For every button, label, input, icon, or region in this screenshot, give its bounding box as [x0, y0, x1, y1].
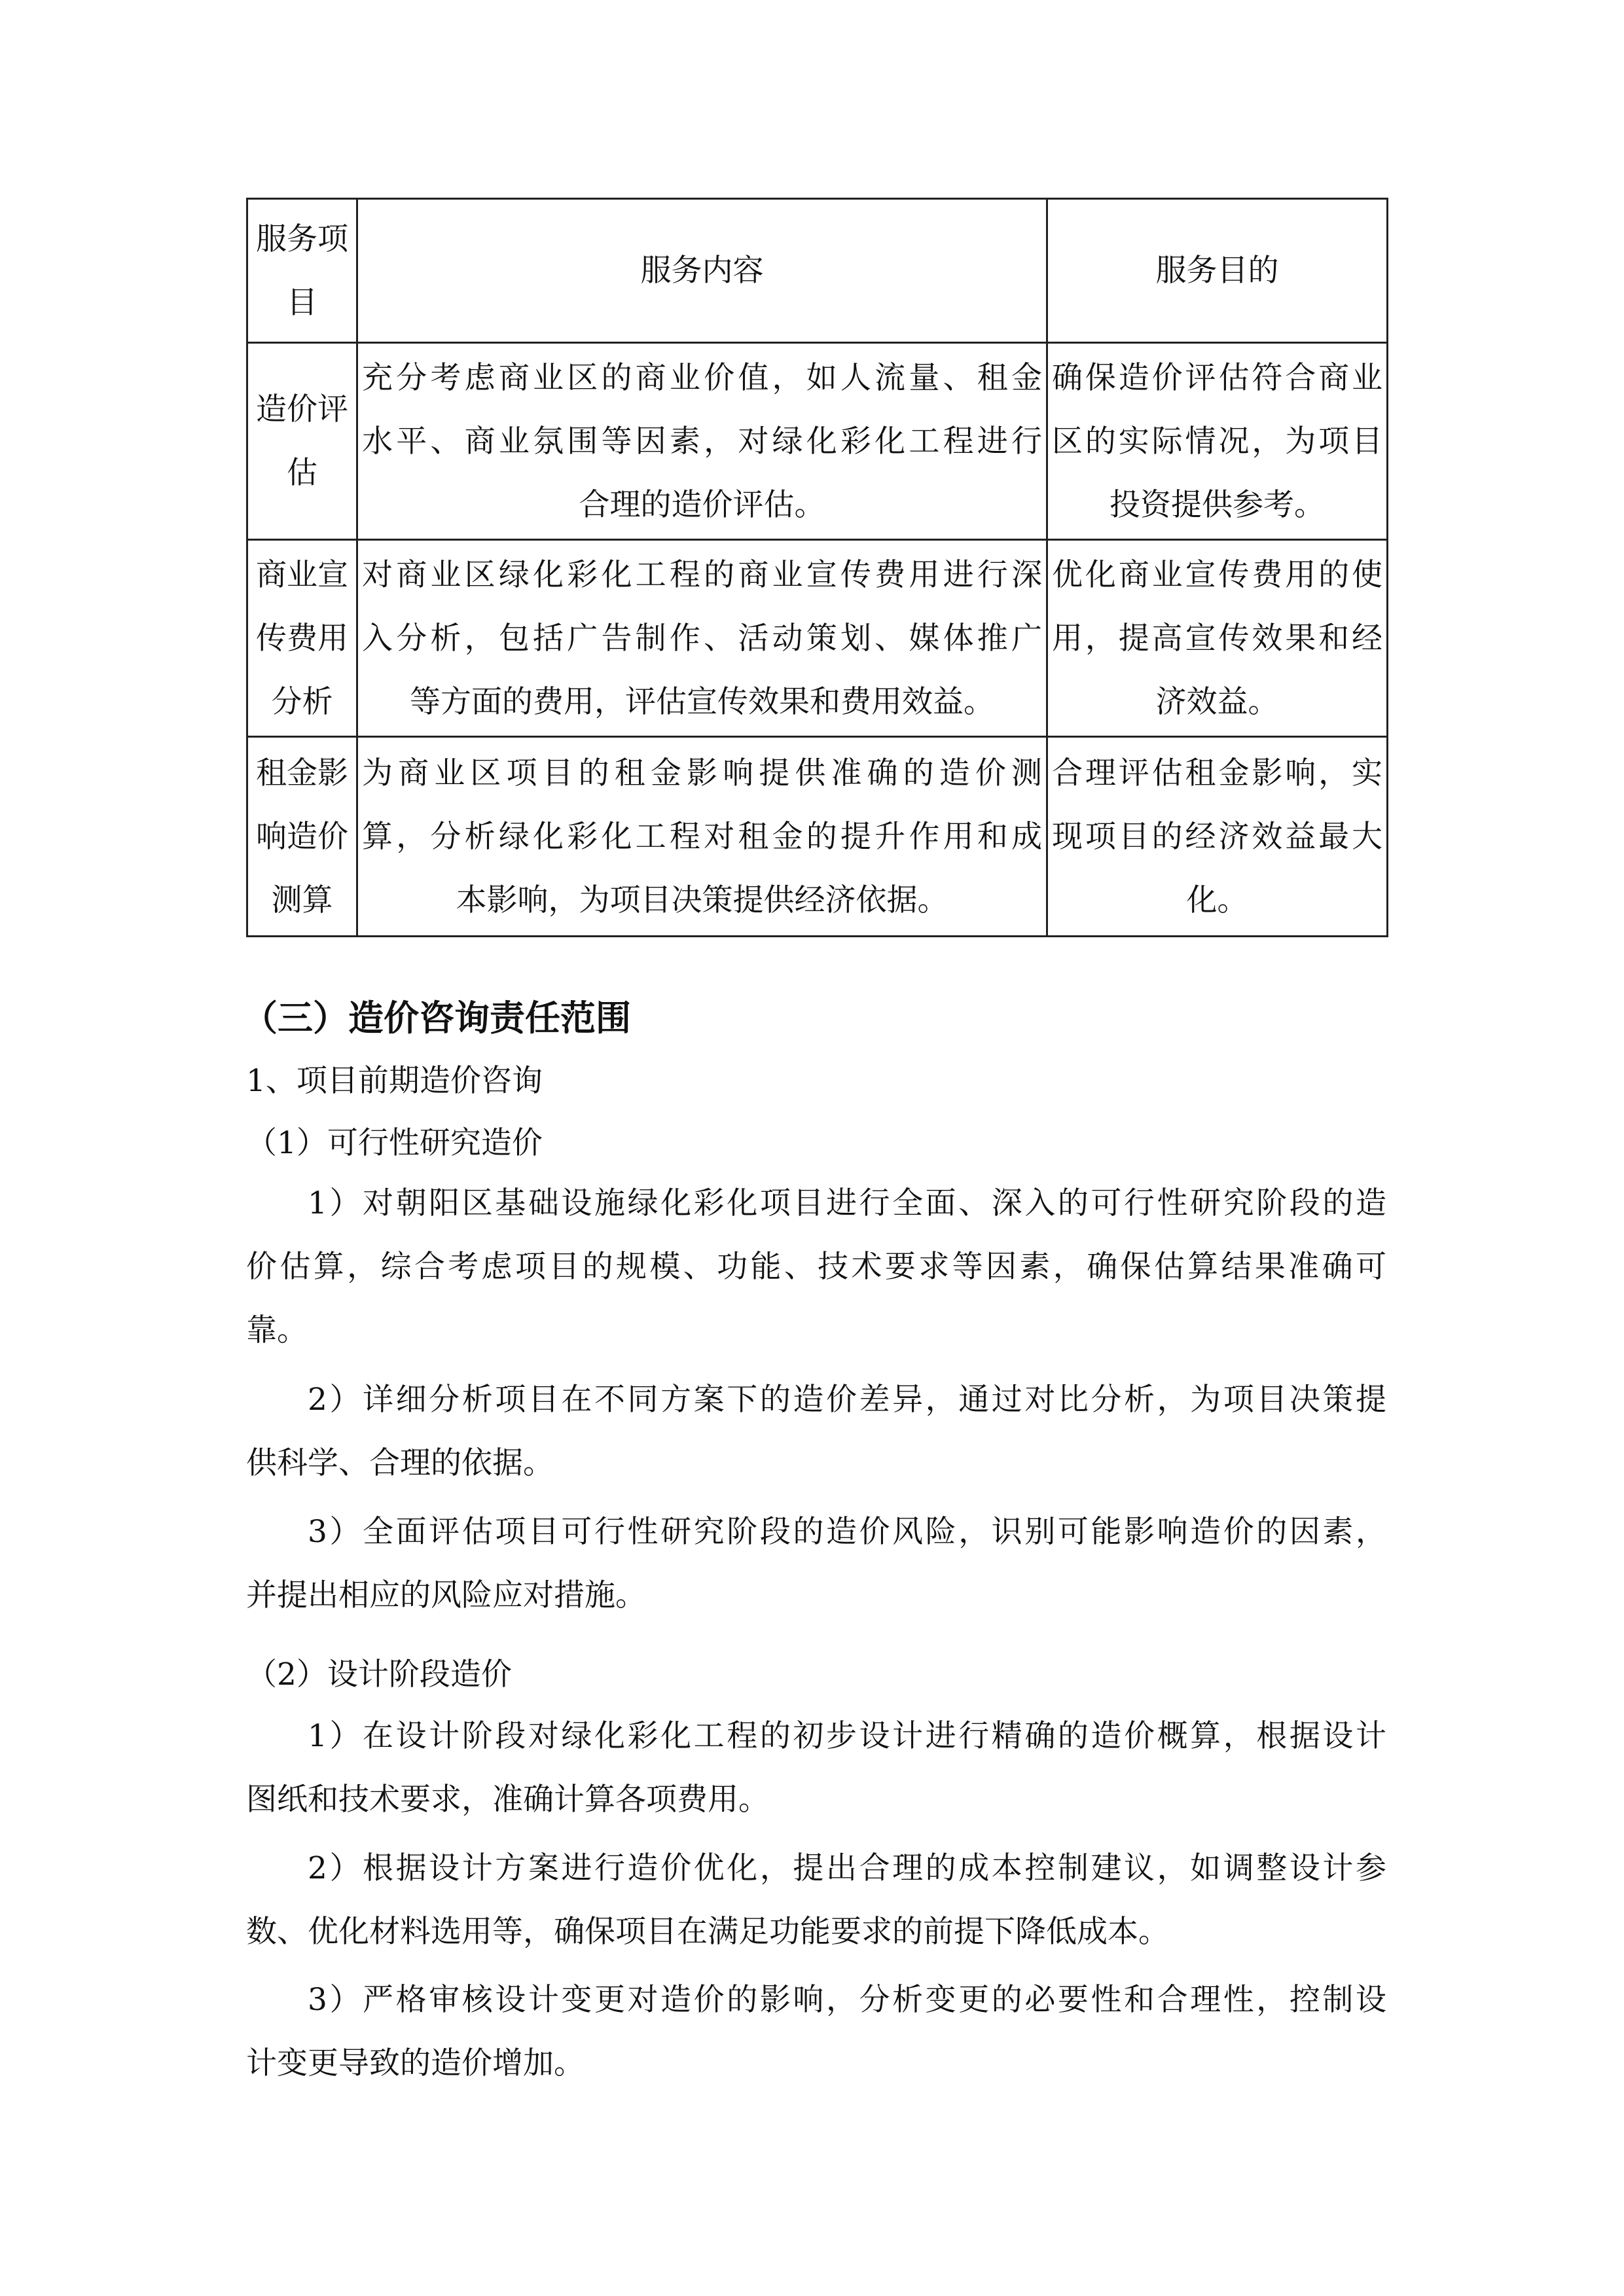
paragraph-2: 2）详细分析项目在不同方案下的造价差异，通过对比分析，为项目决策提 供科学、合理的依据。	[246, 1382, 1386, 1481]
header-cell-purpose: 服务目的	[1047, 199, 1388, 343]
paragraph-6: 3）严格审核设计变更对造价的影响，分析变更的必要性和合理性，控制设 计变更导致的造价增加。	[246, 1982, 1386, 2081]
header-cell-item: 服务项 目	[247, 199, 357, 343]
table-row	[247, 737, 1388, 937]
paragraph-5: 2）根据设计方案进行造价优化，提出合理的成本控制建议，如调整设计参 数、优化材料选用等，确保项目在满足功能要求的前提下降低成本。	[246, 1850, 1386, 1950]
row-content-cell: 对商业区绿化彩化工程的商业宣传费用进行深 入分析，包括广告制作、活动策划、媒体推广 等方面的费用，评估宣传效果和费用效益。	[357, 540, 1047, 737]
row-purpose-cell: 合理评估租金影响，实 现项目的经济效益最大 化。	[1047, 737, 1388, 937]
row-item-cell: 商业宣 传费用 分析	[247, 540, 357, 737]
subheading-1-2: （2）设计阶段造价	[246, 1657, 512, 1693]
subheading-1-1: （1）可行性研究造价	[246, 1125, 543, 1161]
section-heading: （三）造价咨询责任范围	[242, 997, 631, 1039]
subheading-1: 1、项目前期造价咨询	[246, 1063, 543, 1099]
paragraph-3: 3）全面评估项目可行性研究阶段的造价风险，识别可能影响造价的因素， 并提出相应的风险应对措施。	[246, 1514, 1386, 1613]
header-cell-content: 服务内容	[357, 199, 1047, 343]
table-header-row	[247, 199, 1388, 343]
row-purpose-cell: 优化商业宣传费用的使 用，提高宣传效果和经 济效益。	[1047, 540, 1388, 737]
row-content-cell: 为商业区项目的租金影响提供准确的造价测 算，分析绿化彩化工程对租金的提升作用和成 本影响，为项目决策提供经济依据。	[357, 737, 1047, 937]
table-row	[247, 343, 1388, 540]
row-purpose-cell: 确保造价评估符合商业 区的实际情况，为项目 投资提供参考。	[1047, 343, 1388, 540]
paragraph-4: 1）在设计阶段对绿化彩化工程的初步设计进行精确的造价概算，根据设计 图纸和技术要求，准确计算各项费用。	[246, 1718, 1386, 1818]
row-item-cell: 租金影 响造价 测算	[247, 737, 357, 937]
service-table	[246, 198, 1388, 937]
paragraph-1: 1）对朝阳区基础设施绿化彩化项目进行全面、深入的可行性研究阶段的造 价估算，综合考虑项目的规模、功能、技术要求等因素，确保估算结果准确可 靠。	[246, 1185, 1386, 1348]
table-row	[247, 540, 1388, 737]
row-content-cell: 充分考虑商业区的商业价值，如人流量、租金 水平、商业氛围等因素，对绿化彩化工程进行 合理的造价评估。	[357, 343, 1047, 540]
row-item-cell: 造价评 估	[247, 343, 357, 540]
